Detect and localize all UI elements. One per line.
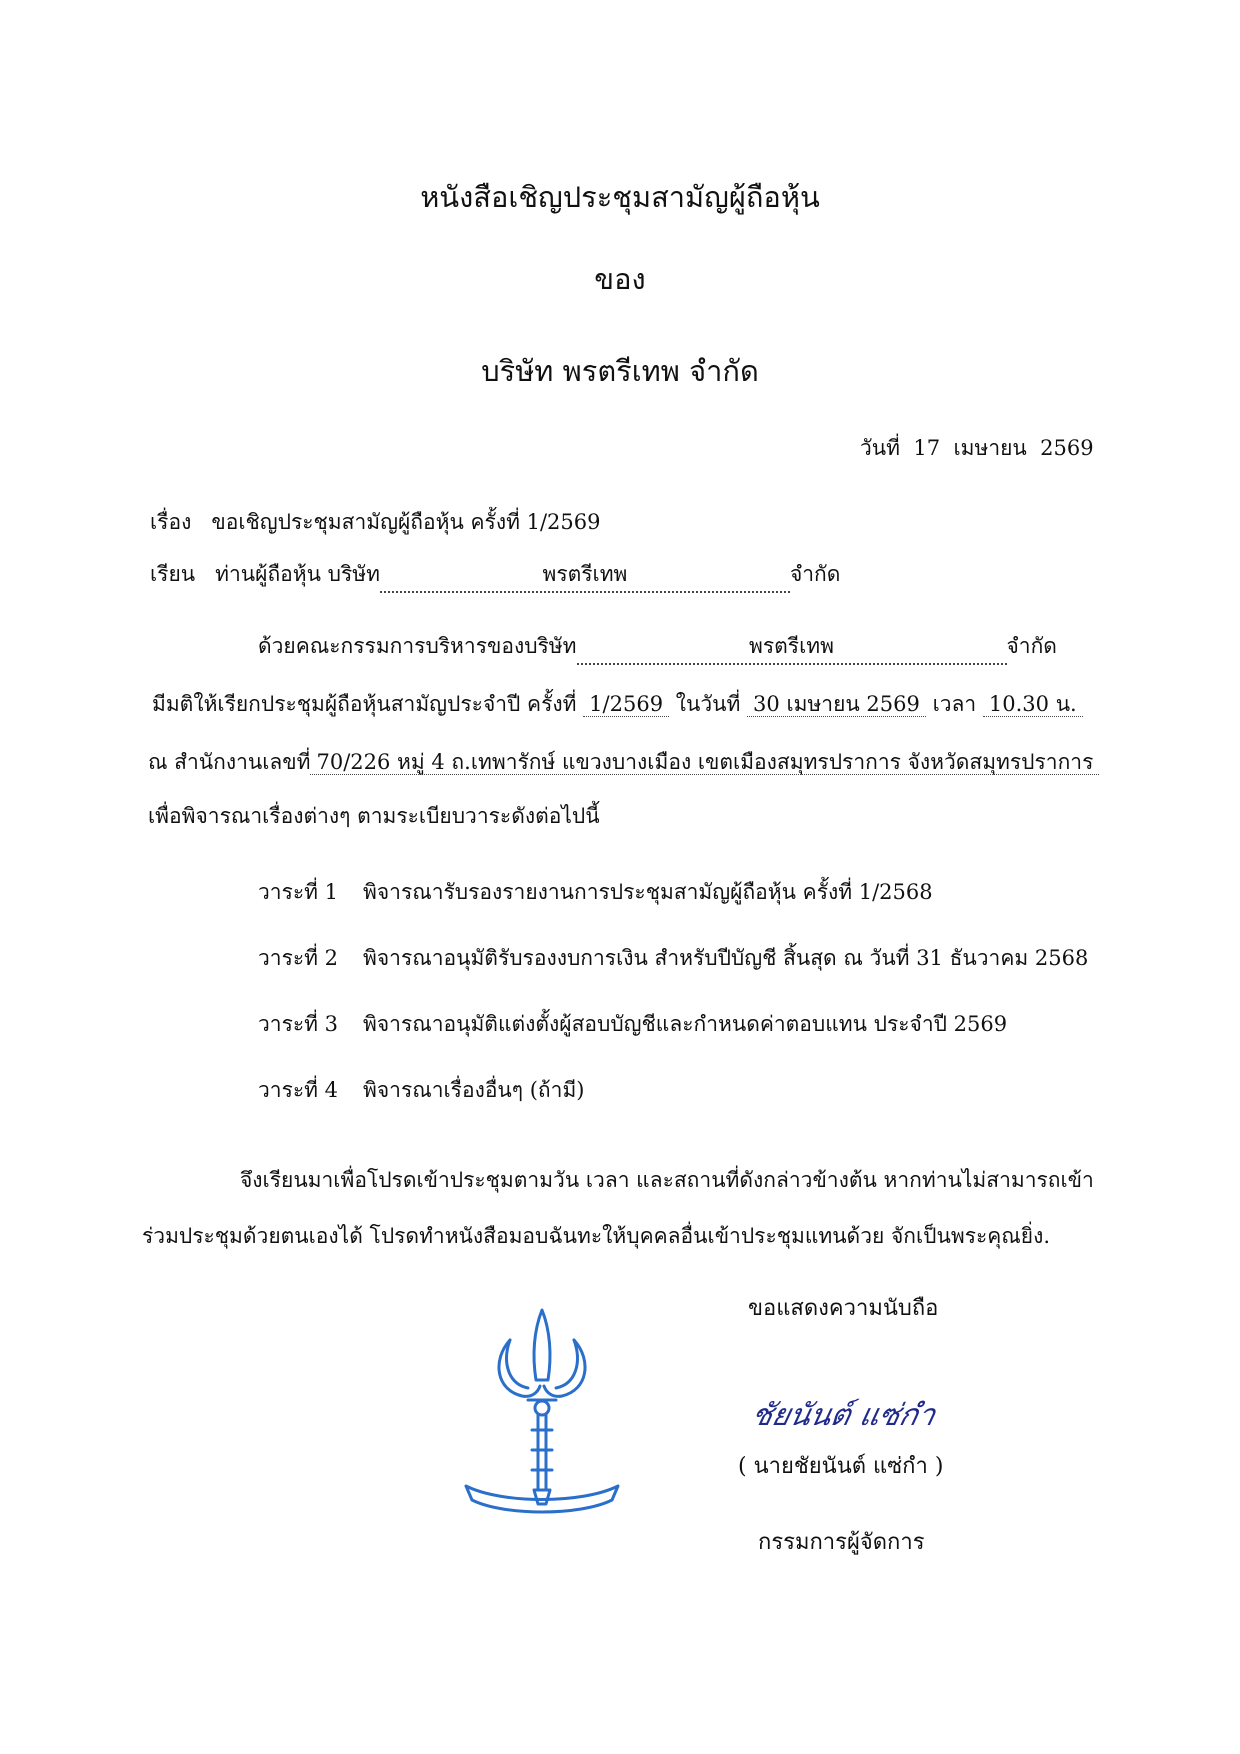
agenda-text: พิจารณาเรื่องอื่นๆ (ถ้ามี): [363, 1078, 585, 1102]
agenda-item: [258, 1008, 1007, 1041]
meeting-address: 70/226 หมู่ 4 ถ.เทพารักษ์ แขวงบางเมือง เขตเมืองสมุทรปราการ จังหวัดสมุทรปราการ: [310, 750, 1099, 775]
agenda-label: วาระที่ 4: [258, 1078, 339, 1102]
company-heading: บริษัท พรตรีเทพ จำกัด: [481, 354, 759, 388]
meeting-time-label: เวลา: [932, 692, 977, 716]
body-line-1-prefix: ด้วยคณะกรรมการบริหารของบริษัท: [258, 634, 577, 658]
agenda-label: วาระที่ 1: [258, 880, 339, 904]
regards-text: ขอแสดงความนับถือ: [748, 1296, 939, 1321]
subject-text: ขอเชิญประชุมสามัญผู้ถือหุ้น ครั้งที่ 1/2569: [211, 510, 601, 534]
body-line-1: [258, 630, 1057, 665]
body-line-2-prefix: มีมติให้เรียกประชุมผู้ถือหุ้นสามัญประจำปี ครั้งที่: [152, 692, 577, 716]
recipient-label: เรียน: [150, 562, 196, 586]
body-company-name: พรตรีเทพ: [577, 630, 1007, 665]
recipient-company-name: พรตรีเทพ: [380, 558, 790, 593]
recipient-suffix: จำกัด: [789, 562, 841, 586]
document-title: หนังสือเชิญประชุมสามัญผู้ถือหุ้น: [420, 180, 820, 214]
agenda-item: [258, 876, 933, 909]
date-year: 2569: [1040, 436, 1094, 460]
subject-label: เรื่อง: [150, 510, 192, 534]
body-line-3: [148, 746, 1099, 779]
handwritten-signature: ชัยนันต์ แซ่กำ: [748, 1398, 939, 1433]
title-of: ของ: [594, 262, 646, 296]
body-line-3-prefix: ณ สำนักงานเลขที่: [148, 750, 311, 774]
body-line-4: เพื่อพิจารณาเรื่องต่างๆ ตามระเบียบวาระดังต่อไปนี้: [148, 804, 600, 828]
meeting-number: 1/2569: [583, 692, 669, 717]
closing-line-1: จึงเรียนมาเพื่อโปรดเข้าประชุมตามวัน เวลา และสถานที่ดังกล่าวข้างต้น หากท่านไม่สามารถเข้า: [240, 1168, 1094, 1192]
closing-line-2: ร่วมประชุมด้วยตนเองได้ โปรดทำหนังสือมอบฉันทะให้บุคคลอื่นเข้าประชุมแทนด้วย จักเป็นพระคุณยิ่ง.: [142, 1224, 1051, 1248]
recipient-line: [150, 558, 840, 593]
signatory-name: ( นายชัยนันต์ แซ่กำ ): [738, 1454, 944, 1479]
agenda-text: พิจารณารับรองรายงานการประชุมสามัญผู้ถือหุ้น ครั้งที่ 1/2568: [363, 880, 933, 904]
signatory-position: กรรมการผู้จัดการ: [758, 1530, 925, 1555]
subject-line: [150, 506, 600, 539]
recipient-prefix: ท่านผู้ถือหุ้น บริษัท: [215, 562, 380, 586]
meeting-date-label: ในวันที่: [675, 692, 741, 716]
document-date: [860, 432, 1094, 465]
meeting-date: 30 เมษายน 2569: [747, 692, 926, 717]
agenda-text: พิจารณาอนุมัติรับรองงบการเงิน สำหรับปีบัญชี สิ้นสุด ณ วันที่ 31 ธันวาคม 2568: [363, 946, 1089, 970]
date-day: 17: [913, 436, 941, 460]
agenda-label: วาระที่ 2: [258, 946, 339, 970]
body-line-2: [152, 688, 1083, 721]
date-month: เมษายน: [953, 436, 1027, 460]
body-line-1-suffix: จำกัด: [1006, 634, 1057, 658]
meeting-time: 10.30 น.: [983, 692, 1083, 717]
agenda-text: พิจารณาอนุมัติแต่งตั้งผู้สอบบัญชีและกำหนดค่าตอบแทน ประจำปี 2569: [363, 1012, 1008, 1036]
agenda-item: [258, 942, 1088, 975]
date-label: วันที่: [860, 436, 900, 460]
company-seal-icon: [462, 1300, 622, 1520]
agenda-label: วาระที่ 3: [258, 1012, 339, 1036]
agenda-item: [258, 1074, 584, 1107]
